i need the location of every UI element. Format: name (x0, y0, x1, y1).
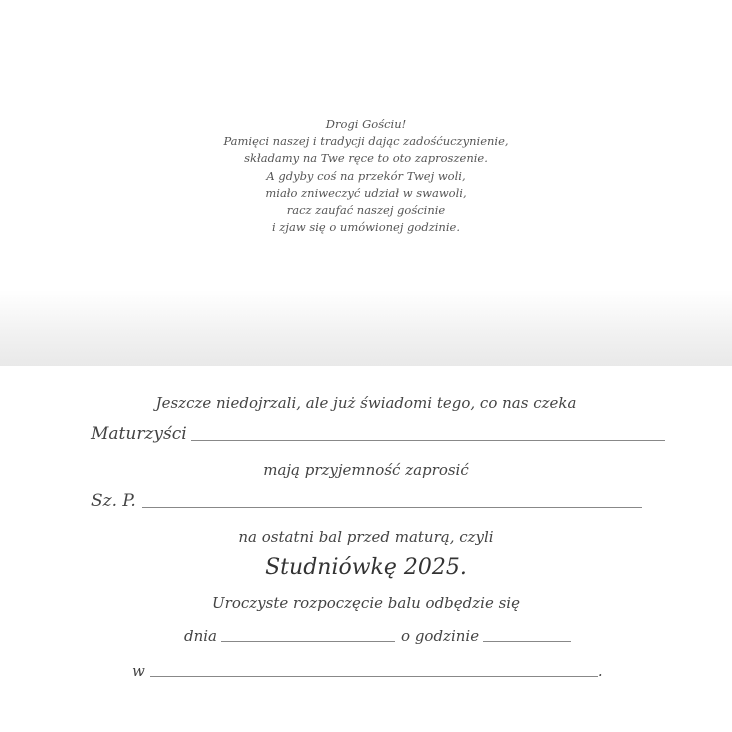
intro-text: Jeszcze niedojrzali, ale już świadomi tego, co nas czeka (155, 394, 577, 412)
poem-line: Pamięci naszej i tradycji dając zadośćuczynienie, (223, 134, 509, 149)
graduates-field-line[interactable] (191, 439, 665, 441)
invite-text: mają przyjemność zaprosić (263, 461, 469, 479)
day-field-line[interactable] (221, 640, 395, 642)
poem-line: składamy na Twe ręce to oto zaproszenie. (244, 151, 488, 166)
poem (0, 116, 732, 236)
day-label: dnia (184, 627, 218, 645)
start-text: Uroczyste rozpoczęcie balu odbędzie się (212, 594, 520, 612)
guest-field-line[interactable] (142, 506, 642, 508)
date-time-row (184, 627, 571, 645)
poem-line: racz zaufać naszej gościnie (286, 203, 446, 218)
time-field-line[interactable] (483, 640, 571, 642)
place-label: w (132, 662, 145, 680)
poem-line: A gdyby coś na przekór Twej woli, (266, 168, 466, 183)
poem-line: i zjaw się o umówionej godzinie. (272, 220, 460, 235)
graduates-label: Maturzyści (91, 424, 187, 444)
graduates-row (91, 424, 665, 444)
ball-text: na ostatni bal przed maturą, czyli (238, 528, 494, 546)
poem-line: miało zniweczyć udział w swawoli, (265, 185, 467, 200)
guest-row (91, 491, 642, 511)
place-field-line[interactable] (150, 675, 598, 677)
event-title: Studniówkę 2025. (265, 555, 467, 580)
guest-label: Sz. P. (91, 491, 136, 511)
poem-line: Drogi Gościu! (325, 117, 407, 131)
place-end-dot: . (597, 662, 603, 680)
place-row (132, 662, 603, 680)
time-label: o godzinie (401, 627, 480, 645)
